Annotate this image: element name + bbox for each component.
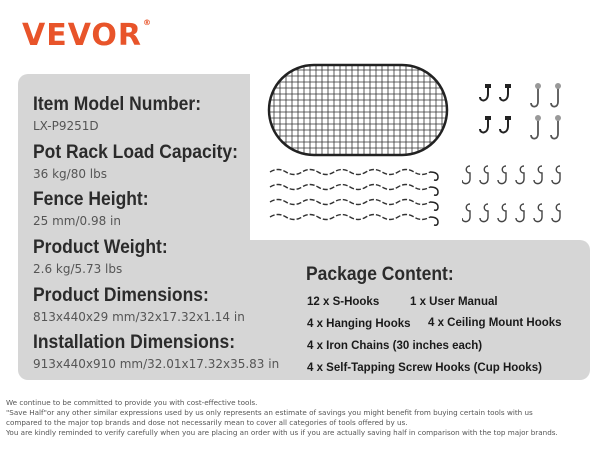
spec-installation-dimensions bbox=[33, 332, 279, 371]
spec-value: 913x440x910 mm/32.01x17.32x35.83 in bbox=[33, 357, 280, 371]
spec-value: 813x440x29 mm/32x17.32x1.14 in bbox=[33, 310, 245, 324]
iron-chains-image bbox=[266, 164, 442, 226]
spec-product-dimensions bbox=[33, 285, 245, 324]
package-item-screw-hooks: 4 x Self-Tapping Screw Hooks (Cup Hooks) bbox=[307, 362, 542, 374]
package-item-hanging-hooks: 4 x Hanging Hooks bbox=[307, 318, 411, 330]
package-item-s-hooks: 12 x S-Hooks bbox=[307, 296, 380, 308]
spec-value: 36 kg/80 lbs bbox=[33, 167, 107, 181]
spec-fence-height bbox=[33, 189, 159, 228]
disclaimer-line: You are kindly reminded to verify carefully when you are placing an order with us if you are actually saving half in comparison with the top major brands. bbox=[6, 428, 558, 437]
disclaimer-line: compared to the major top brands and dose not necessarily mean to cover all categories of tools offered by us. bbox=[6, 418, 408, 427]
package-panel bbox=[250, 240, 590, 380]
pot-rack-grid-image bbox=[266, 62, 450, 158]
package-item-iron-chains: 4 x Iron Chains (30 inches each) bbox=[307, 340, 483, 352]
trademark-symbol: ® bbox=[143, 18, 153, 27]
package-content-title: Package Content: bbox=[306, 264, 454, 285]
spec-label: Pot Rack Load Capacity: bbox=[33, 142, 238, 163]
package-item-user-manual: 1 x User Manual bbox=[410, 296, 498, 308]
spec-label: Product Dimensions: bbox=[33, 285, 209, 306]
spec-label: Item Model Number: bbox=[33, 94, 202, 115]
spec-value: 25 mm/0.98 in bbox=[33, 214, 121, 228]
vevor-logo bbox=[22, 18, 152, 53]
hanging-hooks-image bbox=[478, 84, 518, 146]
disclaimer-line: "Save Half"or any other similar expressions used by us only represents an estimate of savings you might benefit from buying certain tools with us bbox=[6, 408, 533, 417]
spec-label: Fence Height: bbox=[33, 189, 149, 210]
spec-value: LX-P9251D bbox=[33, 119, 99, 133]
package-item-ceiling-mount-hooks: 4 x Ceiling Mount Hooks bbox=[428, 317, 562, 329]
logo-text: VEVOR bbox=[22, 18, 143, 53]
s-hooks-image bbox=[462, 162, 578, 232]
spec-load-capacity bbox=[33, 142, 256, 181]
spec-label: Product Weight: bbox=[33, 237, 168, 258]
ceiling-mount-hooks-image bbox=[528, 82, 568, 146]
spec-label: Installation Dimensions: bbox=[33, 332, 236, 353]
spec-product-weight bbox=[33, 237, 179, 276]
disclaimer-line: We continue to be committed to provide you with cost-effective tools. bbox=[6, 398, 258, 407]
spec-value: 2.6 kg/5.73 lbs bbox=[33, 262, 123, 276]
spec-item-model-number bbox=[33, 94, 216, 133]
disclaimer bbox=[6, 398, 596, 438]
